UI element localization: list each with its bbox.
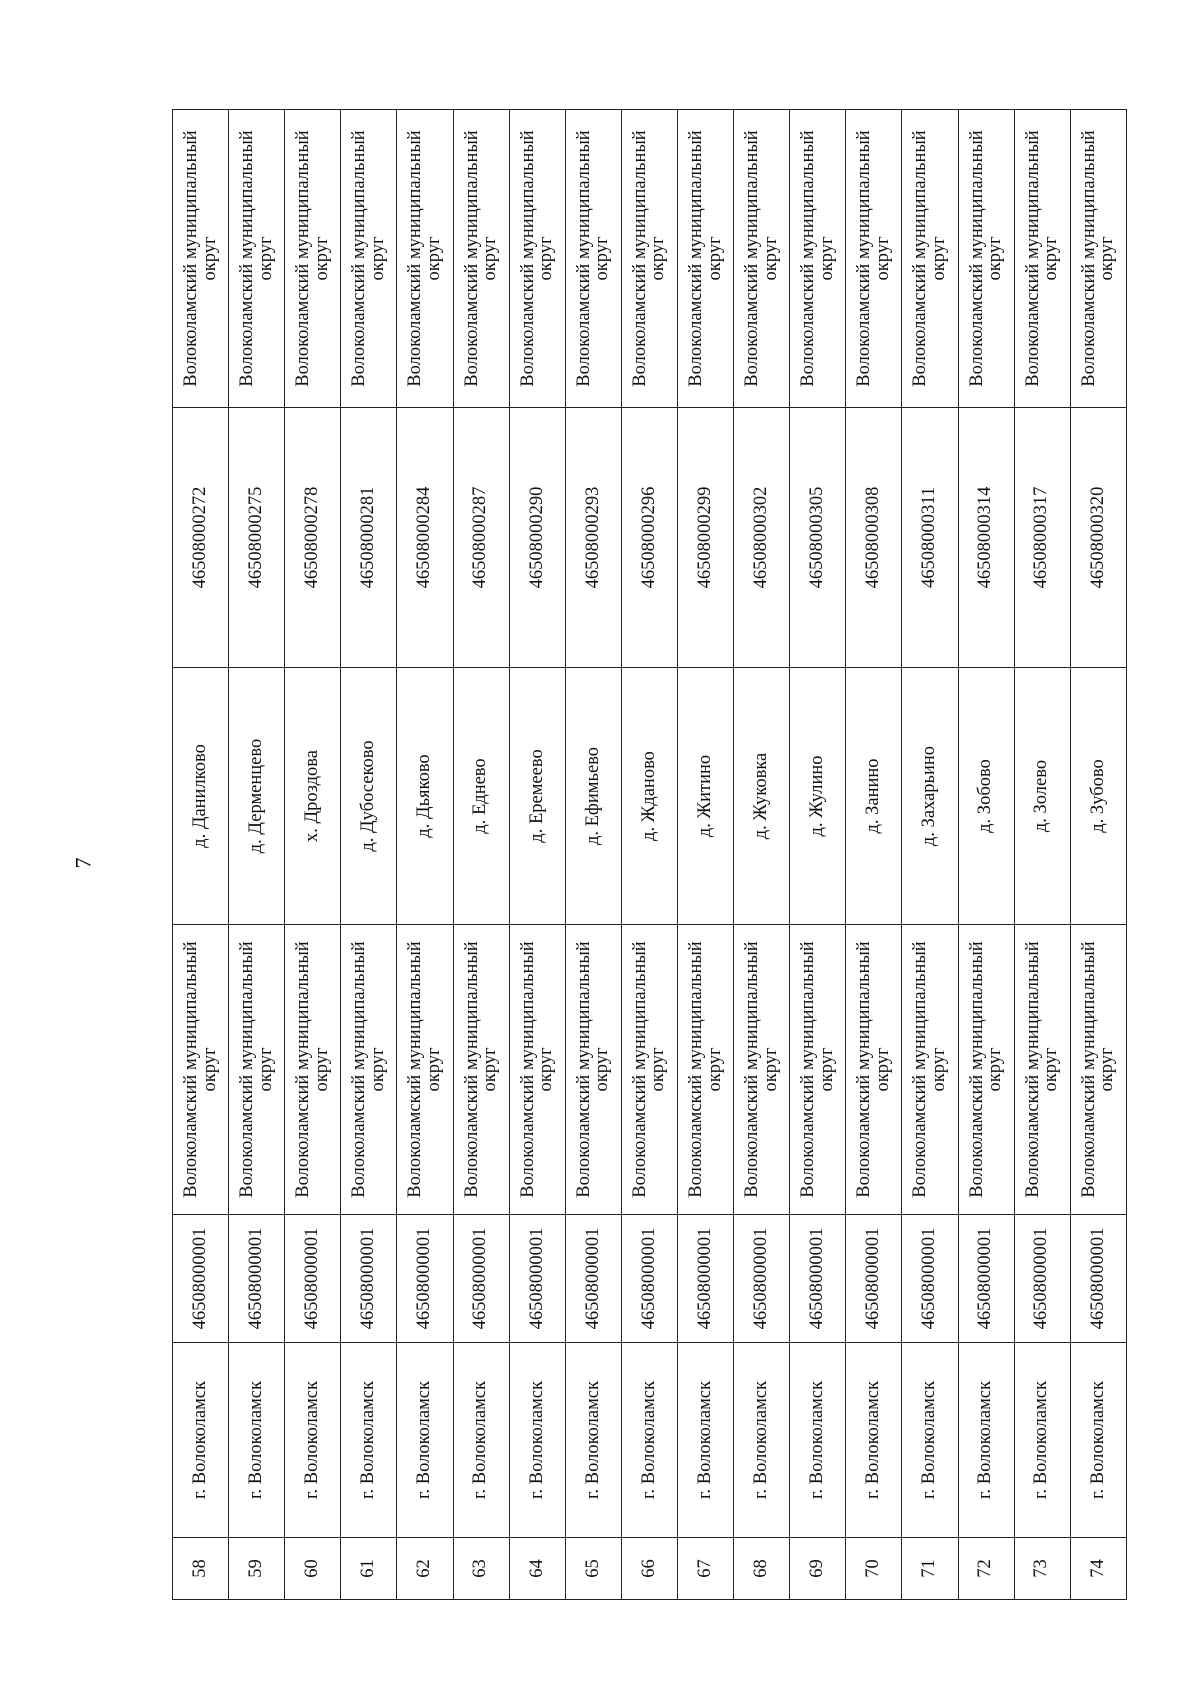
city-cell: г. Волоколамск <box>229 1343 285 1538</box>
settlement-code-cell: 46508000320 <box>1070 408 1126 668</box>
city-cell: г. Волоколамск <box>621 1343 677 1538</box>
city-district-cell: Волоколамский муниципальный округ <box>846 925 902 1215</box>
row-number: 59 <box>229 1538 285 1600</box>
settlement-code-cell: 46508000281 <box>341 408 397 668</box>
settlement-name-cell: д. Житино <box>677 668 733 925</box>
settlement-name-cell: д. Дерменцево <box>229 668 285 925</box>
settlement-district-cell: Волоколамский муниципальный округ <box>397 110 453 408</box>
city-cell: г. Волоколамск <box>902 1343 958 1538</box>
table-row <box>453 110 509 1600</box>
settlements-table-container <box>172 110 1127 1600</box>
city-district-cell: Волоколамский муниципальный округ <box>509 925 565 1215</box>
city-code-cell: 46508000001 <box>790 1215 846 1343</box>
city-code-cell: 46508000001 <box>1070 1215 1126 1343</box>
settlement-name-cell: д. Занино <box>846 668 902 925</box>
city-cell: г. Волоколамск <box>285 1343 341 1538</box>
city-cell: г. Волоколамск <box>1014 1343 1070 1538</box>
settlement-name-cell: д. Еремеево <box>509 668 565 925</box>
settlement-name-cell: д. Зубово <box>1070 668 1126 925</box>
row-number: 65 <box>565 1538 621 1600</box>
settlement-district-cell: Волоколамский муниципальный округ <box>285 110 341 408</box>
city-cell: г. Волоколамск <box>397 1343 453 1538</box>
row-number: 66 <box>621 1538 677 1600</box>
table-row <box>397 110 453 1600</box>
city-code-cell: 46508000001 <box>397 1215 453 1343</box>
settlement-name-cell: д. Дьяково <box>397 668 453 925</box>
city-code-cell: 46508000001 <box>734 1215 790 1343</box>
city-district-cell: Волоколамский муниципальный округ <box>453 925 509 1215</box>
settlement-code-cell: 46508000308 <box>846 408 902 668</box>
settlement-code-cell: 46508000284 <box>397 408 453 668</box>
settlement-district-cell: Волоколамский муниципальный округ <box>621 110 677 408</box>
city-district-cell: Волоколамский муниципальный округ <box>341 925 397 1215</box>
settlement-name-cell: д. Жданово <box>621 668 677 925</box>
row-number: 69 <box>790 1538 846 1600</box>
table-row <box>509 110 565 1600</box>
city-code-cell: 46508000001 <box>846 1215 902 1343</box>
settlement-code-cell: 46508000302 <box>734 408 790 668</box>
table-row <box>621 110 677 1600</box>
city-code-cell: 46508000001 <box>509 1215 565 1343</box>
city-code-cell: 46508000001 <box>677 1215 733 1343</box>
settlement-district-cell: Волоколамский муниципальный округ <box>1014 110 1070 408</box>
settlement-code-cell: 46508000296 <box>621 408 677 668</box>
settlement-code-cell: 46508000305 <box>790 408 846 668</box>
city-district-cell: Волоколамский муниципальный округ <box>677 925 733 1215</box>
row-number: 63 <box>453 1538 509 1600</box>
settlement-name-cell: д. Жулино <box>790 668 846 925</box>
settlement-district-cell: Волоколамский муниципальный округ <box>1070 110 1126 408</box>
city-code-cell: 46508000001 <box>565 1215 621 1343</box>
settlement-district-cell: Волоколамский муниципальный округ <box>902 110 958 408</box>
settlement-name-cell: д. Золево <box>1014 668 1070 925</box>
settlement-code-cell: 46508000293 <box>565 408 621 668</box>
settlement-district-cell: Волоколамский муниципальный округ <box>509 110 565 408</box>
city-cell: г. Волоколамск <box>790 1343 846 1538</box>
city-code-cell: 46508000001 <box>453 1215 509 1343</box>
city-code-cell: 46508000001 <box>902 1215 958 1343</box>
table-row <box>734 110 790 1600</box>
table-row <box>341 110 397 1600</box>
settlement-district-cell: Волоколамский муниципальный округ <box>229 110 285 408</box>
city-cell: г. Волоколамск <box>453 1343 509 1538</box>
city-district-cell: Волоколамский муниципальный округ <box>790 925 846 1215</box>
row-number: 73 <box>1014 1538 1070 1600</box>
settlement-code-cell: 46508000317 <box>1014 408 1070 668</box>
row-number: 72 <box>958 1538 1014 1600</box>
row-number: 68 <box>734 1538 790 1600</box>
table-row <box>565 110 621 1600</box>
settlement-name-cell: д. Дубосеково <box>341 668 397 925</box>
city-code-cell: 46508000001 <box>229 1215 285 1343</box>
settlement-code-cell: 46508000272 <box>173 408 229 668</box>
city-code-cell: 46508000001 <box>285 1215 341 1343</box>
settlement-district-cell: Волоколамский муниципальный округ <box>677 110 733 408</box>
settlement-district-cell: Волоколамский муниципальный округ <box>173 110 229 408</box>
city-cell: г. Волоколамск <box>565 1343 621 1538</box>
settlement-name-cell: д. Жуковка <box>734 668 790 925</box>
settlement-code-cell: 46508000299 <box>677 408 733 668</box>
settlement-district-cell: Волоколамский муниципальный округ <box>846 110 902 408</box>
city-district-cell: Волоколамский муниципальный округ <box>734 925 790 1215</box>
city-cell: г. Волоколамск <box>509 1343 565 1538</box>
settlement-district-cell: Волоколамский муниципальный округ <box>453 110 509 408</box>
settlement-name-cell: д. Захарьино <box>902 668 958 925</box>
city-district-cell: Волоколамский муниципальный округ <box>285 925 341 1215</box>
city-district-cell: Волоколамский муниципальный округ <box>1070 925 1126 1215</box>
city-cell: г. Волоколамск <box>958 1343 1014 1538</box>
row-number: 58 <box>173 1538 229 1600</box>
row-number: 67 <box>677 1538 733 1600</box>
city-code-cell: 46508000001 <box>173 1215 229 1343</box>
city-code-cell: 46508000001 <box>621 1215 677 1343</box>
row-number: 71 <box>902 1538 958 1600</box>
table-row <box>1070 110 1126 1600</box>
city-cell: г. Волоколамск <box>846 1343 902 1538</box>
settlement-code-cell: 46508000275 <box>229 408 285 668</box>
settlements-table <box>172 109 1127 1600</box>
table-row <box>229 110 285 1600</box>
settlement-code-cell: 46508000314 <box>958 408 1014 668</box>
table-row <box>846 110 902 1600</box>
settlement-code-cell: 46508000287 <box>453 408 509 668</box>
table-row <box>790 110 846 1600</box>
city-code-cell: 46508000001 <box>341 1215 397 1343</box>
city-code-cell: 46508000001 <box>958 1215 1014 1343</box>
settlement-name-cell: д. Ефимьево <box>565 668 621 925</box>
city-district-cell: Волоколамский муниципальный округ <box>902 925 958 1215</box>
city-district-cell: Волоколамский муниципальный округ <box>565 925 621 1215</box>
city-cell: г. Волоколамск <box>341 1343 397 1538</box>
settlement-code-cell: 46508000311 <box>902 408 958 668</box>
city-district-cell: Волоколамский муниципальный округ <box>621 925 677 1215</box>
row-number: 60 <box>285 1538 341 1600</box>
settlement-district-cell: Волоколамский муниципальный округ <box>734 110 790 408</box>
settlement-name-cell: д. Зобово <box>958 668 1014 925</box>
table-row <box>173 110 229 1600</box>
row-number: 74 <box>1070 1538 1126 1600</box>
row-number: 70 <box>846 1538 902 1600</box>
city-district-cell: Волоколамский муниципальный округ <box>397 925 453 1215</box>
row-number: 64 <box>509 1538 565 1600</box>
settlement-code-cell: 46508000278 <box>285 408 341 668</box>
city-district-cell: Волоколамский муниципальный округ <box>1014 925 1070 1215</box>
city-cell: г. Волоколамск <box>677 1343 733 1538</box>
city-cell: г. Волоколамск <box>734 1343 790 1538</box>
settlement-name-cell: д. Данилково <box>173 668 229 925</box>
settlement-name-cell: х. Дроздова <box>285 668 341 925</box>
table-body <box>173 110 1127 1600</box>
table-row <box>902 110 958 1600</box>
table-row <box>677 110 733 1600</box>
city-district-cell: Волоколамский муниципальный округ <box>229 925 285 1215</box>
city-district-cell: Волоколамский муниципальный округ <box>958 925 1014 1215</box>
row-number: 62 <box>397 1538 453 1600</box>
settlement-district-cell: Волоколамский муниципальный округ <box>341 110 397 408</box>
city-code-cell: 46508000001 <box>1014 1215 1070 1343</box>
settlement-district-cell: Волоколамский муниципальный округ <box>958 110 1014 408</box>
row-number: 61 <box>341 1538 397 1600</box>
settlement-district-cell: Волоколамский муниципальный округ <box>790 110 846 408</box>
table-row <box>285 110 341 1600</box>
settlement-code-cell: 46508000290 <box>509 408 565 668</box>
settlement-name-cell: д. Еднево <box>453 668 509 925</box>
city-cell: г. Волоколамск <box>173 1343 229 1538</box>
city-cell: г. Волоколамск <box>1070 1343 1126 1538</box>
table-row <box>1014 110 1070 1600</box>
page-number: 7 <box>70 857 96 869</box>
table-row <box>958 110 1014 1600</box>
city-district-cell: Волоколамский муниципальный округ <box>173 925 229 1215</box>
settlement-district-cell: Волоколамский муниципальный округ <box>565 110 621 408</box>
